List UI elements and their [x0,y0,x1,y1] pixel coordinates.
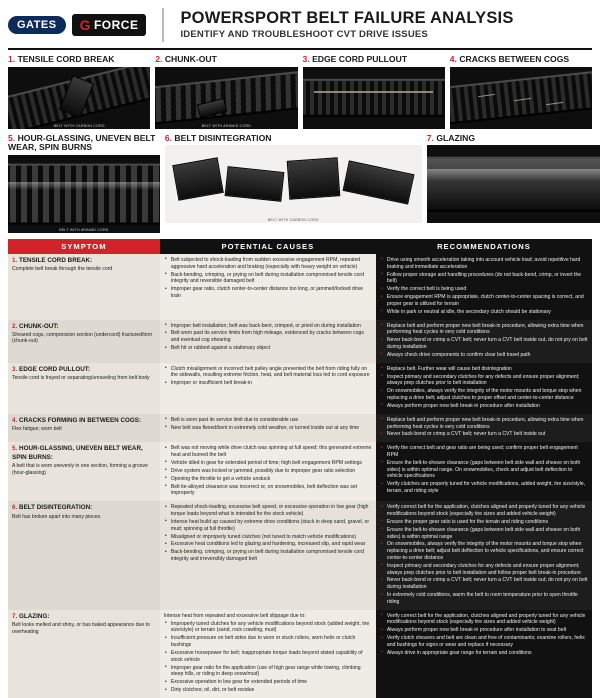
failure-card-2 [155,55,297,129]
list-item: • Misaligned or improperly tuned clutches (not tuned to match vehicle modifications) [171,534,372,541]
symptom-number: 1. [12,256,18,264]
failure-card-7-photo [427,145,600,223]
photo-row-top [8,55,592,129]
symptom-description: Tensile cord is frayed or separating/unraveling from belt body [12,375,150,382]
failure-card-6-title [165,134,422,144]
belt-image [427,157,600,212]
list-item: • Drive system was locked or jammed, possibly due to improper gear ratio selection [171,468,372,475]
failure-card-7-title [427,134,600,144]
list-item: • Verify correct belt for the application, clutches aligned and properly tuned for any vehicle modifications beyond stock (especially tire sizes and added vehicle weight) [387,504,588,517]
symptom-description: Sheared cogs, compression section (undercord) fractured/torn (chunk-out) [12,331,153,345]
failure-card-4-label: CRACKS BETWEEN COGS [459,54,570,64]
belt-image [155,70,297,125]
list-item: • Verify clutches are properly tuned for vehicle modifications, added weight, tire size/style, terrain, and riding style [387,481,588,494]
causes-list [164,323,372,352]
list-item: • Belt worn past its service limits from high mileage, evidenced by cracks between cogs and eventual cog shearing [171,330,372,343]
list-item: • Never back-bend or crimp a CVT belt; never turn a CVT belt inside out; do not pry on belt during installation [387,577,588,590]
failure-card-3 [303,55,445,129]
failure-card-2-label: CHUNK-OUT [164,54,217,64]
causes-cell [160,610,376,698]
causes-list [164,445,372,497]
failure-card-3-label: EDGE CORD PULLOUT [312,54,408,64]
symptom-title [12,504,156,512]
failure-card-2-photo [155,67,297,129]
recommendations-list [380,417,588,438]
column-header-causes: POTENTIAL CAUSES [160,239,376,254]
spin-burn-gloss [8,182,160,190]
symptom-cell [8,414,160,443]
recommendations-cell [376,254,592,320]
header-divider [162,8,164,42]
list-item: • Always perform proper new belt break-in procedure after installation [387,403,588,410]
list-item: • Replace belt and perform proper new belt break-in procedure, allowing extra time when performing heat cycles in very cold conditions [387,323,588,336]
failure-card-1-label: TENSILE CORD BREAK [17,54,115,64]
list-item: • Replace belt and perform proper new belt break-in procedure, allowing extra time when performing heat cycles in very cold conditions [387,417,588,430]
failure-card-2-caption: BELT WITH ARAMID CORD [201,123,252,128]
list-item: • Excessive horsepower for belt; inappropriate torque loads beyond stated capability of stock vehicle [171,650,372,663]
failure-card-1-title [8,55,150,65]
gates-logo: GATES [8,16,66,34]
failure-card-4-title [450,55,592,65]
symptom-description: Complete belt break through the tensile cord [12,266,113,273]
recommendations-cell [376,610,592,698]
belt-image [450,70,592,125]
symptom-title [12,613,156,621]
symptom-description: Belt has broken apart into many pieces. [12,513,102,520]
list-item: • Excessive heat conditions led to glazing and hardening, increased slip, and rapid wear [171,541,372,548]
list-item: • Verify the correct belt and gear ratio are being used; confirm proper belt engagement RPM [387,445,588,458]
list-item: • Always drive in appropriate gear range for terrain and conditions [387,650,588,657]
symptom-cell [8,442,160,501]
symptom-cell [8,254,160,320]
list-item: • Improper gear ratio, clutch center-to-center distance too long, or jammed/locked drive train [171,286,372,299]
failure-card-7 [427,134,600,233]
symptom-cell [8,501,160,609]
table-row [8,414,592,443]
causes-list [164,366,372,387]
table-header-row [8,239,592,254]
list-item: • Always perform proper new belt break-in procedure after installation to seat belt [387,627,588,634]
list-item: • Ensure the proper gear ratio is used for the terrain and riding conditions [387,519,588,526]
list-item: • Back-bending, crimping, or prying on belt during installation compromised tensile cord integrity and reversible damaged belt [171,272,372,285]
failure-card-5-caption: BELT WITH ARAMID CORD [59,227,109,232]
list-item: • Always check drive components to confirm clear belt travel path [387,352,588,359]
failure-card-6-caption: BELT WITH CARBON CORD [267,218,319,223]
list-item: • Ensure engagement RPM is appropriate, clutch center-to-center spacing is correct, and proper gear is utilized for terrain [387,294,588,307]
list-item: • Dirty clutches; oil, dirt, or belt residue [171,687,372,694]
page-subtitle: IDENTIFY AND TROUBLESHOOT CVT DRIVE ISSUES [180,28,428,40]
list-item: • Verify correct belt for the application, clutches aligned and properly tuned for any vehicle modifications beyond stock (especially tire sizes and added vehicle weight) [387,613,588,626]
list-item: • New belt was flexed/bent in extremely cold weather, or turned inside out at any time [171,425,372,432]
symptom-description: Belt looks melted and shiny, or has baked appearance due to overheating [12,621,150,635]
list-item: • Ensure the belt-to-sheave clearance (gaps between belt side wall and sheave on both sides) is within optimal range [387,527,588,540]
list-item: • Belt is worn past its service limit due to considerable use [171,417,372,424]
list-item: • Ensure the belt-to-sheave clearance (gaps between belt side wall and sheave on both sides) is within optimal range. On snowmobiles, check and adjust belt deflection to vehicle specifications [387,460,588,480]
causes-cell [160,442,376,501]
causes-list [164,621,372,694]
list-item: • Repeated shock-loading, excessive belt speed, or excessive operation in low gear (high torque loads beyond what is intended for the stock vehicle) [171,504,372,517]
column-header-symptom: SYMPTOM [8,239,160,254]
gforce-logo [72,14,147,36]
recommendations-cell [376,442,592,501]
poster-header [8,6,592,48]
list-item: • In extremely cold conditions, warm the belt to room temperature prior to open throttle riding [387,592,588,605]
list-item: • Inspect primary and secondary clutches for any defects and ensure proper alignment; always prep clutches prior to belt installation and follow proper belt break-in procedure [387,563,588,576]
failure-card-6 [165,134,422,233]
symptom-label: BELT DISINTEGRATION: [19,504,93,512]
recommendations-list [380,366,588,410]
recommendations-cell [376,501,592,609]
failure-card-3-photo [303,67,445,129]
failure-card-2-title [155,55,297,65]
table-row [8,363,592,414]
failure-card-2-number: 2. [155,54,163,64]
failure-card-4-photo [450,67,592,129]
recommendations-list [380,613,588,657]
list-item: • Belt hit or rubbed against a stationary object [171,345,372,352]
causes-cell [160,363,376,414]
belt-image [303,78,445,116]
symptom-label: HOUR-GLASSING, UNEVEN BELT WEAR, SPIN BURNS: [12,445,143,461]
table-row [8,320,592,363]
causes-list [164,257,372,300]
list-item: • Insufficient pressure on belt sides due to worn or stuck rollers, worn helix or clutch bushings [171,635,372,648]
column-header-recommendations: RECOMMENDATIONS [376,239,592,254]
causes-list [164,504,372,563]
list-item: • Opening the throttle to get a vehicle unstuck [171,476,372,483]
gforce-g-letter: G [79,17,91,33]
failure-card-1-number: 1. [8,54,16,64]
failure-card-6-number: 6. [164,132,172,143]
failure-card-5-title [8,134,160,153]
symptom-title [12,417,156,425]
symptom-title [12,366,156,374]
symptom-title [12,257,156,265]
failure-card-1 [8,55,150,129]
symptom-number: 5. [12,445,18,453]
header-titles [180,10,592,39]
causes-intro: Intense heat from repeated and excessive belt slippage due to: [163,612,306,619]
failure-card-4-number: 4. [449,54,457,64]
symptom-label: CRACKS FORMING IN BETWEEN COGS: [19,416,142,424]
failure-analysis-table [8,239,592,698]
symptom-number: 2. [12,322,18,330]
failure-card-1-caption: BELT WITH CARBON CORD [53,123,105,128]
causes-cell [160,254,376,320]
failure-card-5-photo [8,155,160,233]
list-item: • Verify the correct belt is being used [387,286,588,293]
recommendations-list [380,445,588,494]
list-item: • Drive using smooth acceleration taking into account vehicle load; avoid repetitive hard braking and immediate acceleration [387,257,588,270]
belt-fragment [287,158,341,200]
symptom-cell [8,320,160,363]
table-row [8,442,592,501]
list-item: • Vehicle idled in gear for extended period of time; high belt engagement RPM settings [171,460,372,467]
list-item: • Belt subjected to shock-loading from sudden excessive engagement RPM, repeated aggressive hard acceleration and braking (especially with heavy weight on vehicle) [171,257,372,270]
recommendations-list [380,257,588,316]
recommendations-cell [376,320,592,363]
glazing-gloss [427,169,600,181]
brand-lockup [8,14,146,36]
list-item: • Clutch misalignment or incorrect belt pulley angle prevented the belt from riding fully on the sidewalls, resulting extreme friction, heat, and belt material loss led to cord exposure [171,366,372,379]
photo-row-bottom [8,134,592,233]
failure-card-7-number: 7. [426,132,434,143]
table-row [8,610,592,698]
recommendations-list [380,323,588,359]
symptom-number: 4. [12,416,18,424]
symptom-description: Flex fatigue; worn belt [12,426,62,433]
table-row [8,254,592,320]
list-item: • Inspect primary and secondary clutches for any defects and ensure proper alignment; always prep clutches prior to belt installation [387,374,588,387]
list-item: • While in park or neutral at idle, the secondary clutch should be stationary [387,309,588,316]
list-item: • Follow proper storage and handling procedures (do not back-bend, crimp, or invert the belt) [387,272,588,285]
list-item: • Intense heat build up caused by extreme drive conditions (stuck in deep sand, gravel, or mud; spinning at full throttle) [171,519,372,532]
symptom-number: 3. [12,365,18,373]
symptom-number: 7. [12,612,18,620]
list-item: • Never back-bend or crimp a CVT belt; never turn a CVT belt inside out, do not pry on belt during installation [387,337,588,350]
page-title: POWERSPORT BELT FAILURE ANALYSIS [180,9,514,28]
failure-card-4 [450,55,592,129]
symptom-label: CHUNK-OUT: [19,322,59,330]
list-item: • Verify clutch sheaves and belt are clean and free of contaminants; examine rollers, helix and bushings for signs or wear and replace if necessary [387,635,588,648]
list-item: • Replace belt. Further wear will cause belt disintegration [387,366,588,373]
symptom-title [12,445,156,462]
header-rule [8,48,592,50]
symptom-label: TENSILE CORD BREAK: [19,256,93,264]
table-body [8,254,592,698]
list-item: • Belt tie-alloyed clearance was incorrect or, on snowmobiles, belt deflection was set improperly [171,484,372,497]
list-item: • On snowmobiles, always verify the integrity of the motor mounts and torque stop when replacing a drive belt; adjust clutches to proper offset and center-to-center distance [387,388,588,401]
failure-card-5-label: HOUR-GLASSING, UNEVEN BELT WEAR, SPIN BURNS [8,132,156,153]
list-item: • Improper gear ratio for the application (use of high gear range while towing, climbing steep hills, or riding in deep snow/mud) [171,665,372,678]
symptom-title [12,323,156,331]
table-row [8,501,592,609]
list-item: • Belt was not moving while drive clutch was spinning at full speed; this generated extreme heat and burned the belt [171,445,372,458]
recommendations-cell [376,363,592,414]
causes-list [164,417,372,432]
causes-cell [160,320,376,363]
symptom-number: 6. [12,504,18,512]
failure-card-6-label: BELT DISINTEGRATION [174,132,272,143]
list-item: • Excessive operation in low gear for extended periods of time [171,679,372,686]
symptom-cell [8,363,160,414]
causes-cell [160,501,376,609]
failure-card-3-title [303,55,445,65]
failure-card-5 [8,134,160,233]
list-item: • On snowmobiles, always verify the integrity of the motor mounts and torque stop when replacing a drive belt; adjust belt deflection to vehicle specifications, and ensure correct center-to-center distance [387,541,588,561]
failure-card-3-number: 3. [302,54,310,64]
list-item: • Improper belt installation; belt was back-bent, crimped, or pried on during installation [171,323,372,330]
list-item: • Never back-bend or crimp a CVT belt; never turn a CVT belt inside out [387,431,588,438]
belt-fragment [172,157,224,200]
belt-fragment [342,160,414,204]
gforce-word: FORCE [93,18,139,32]
failure-card-1-photo [8,67,150,129]
list-item: • Back-bending, crimping, or prying on belt during installation compromised tensile cord integrity and irreversibly damaged belt [171,549,372,562]
symptom-label: EDGE CORD PULLOUT: [19,365,91,373]
recommendations-cell [376,414,592,443]
symptom-description: A belt that is worn unevenly in one section, forming a groove (hour-glassing) [12,462,148,476]
failure-card-6-photo [165,145,422,223]
list-item: • Improperly tuned clutches for any vehicle modifications beyond stock (added weight, tire size/style) or terrain (sand, rock crawling, mud) [171,621,372,634]
belt-image [8,163,160,224]
failure-card-7-label: GLAZING [436,132,476,143]
causes-cell [160,414,376,443]
cord-pullout-fray [314,91,434,93]
symptom-cell [8,610,160,698]
list-item: • Improper or insufficient belt break-in [171,380,372,387]
recommendations-list [380,504,588,605]
failure-card-5-number: 5. [8,132,16,143]
belt-fragment [225,166,284,201]
symptom-label: GLAZING: [19,612,50,620]
